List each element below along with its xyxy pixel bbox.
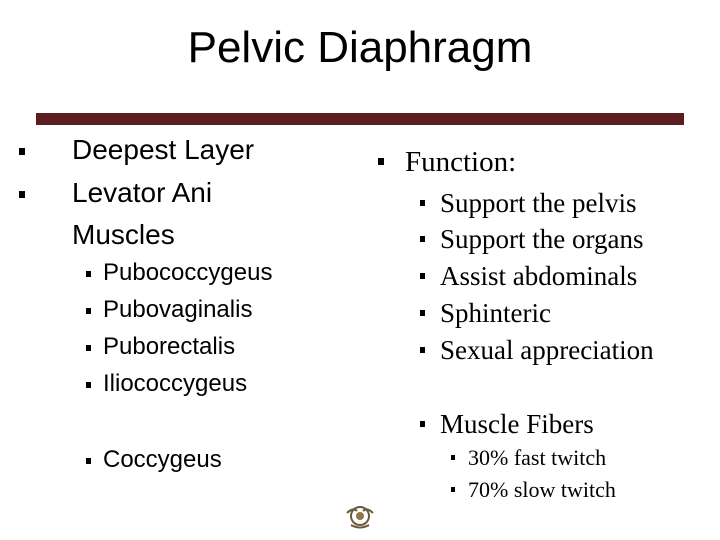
bullet-levator-ani-cont: Muscles [72,219,175,250]
square-bullet-icon [451,455,455,460]
square-bullet-icon [86,458,91,464]
square-bullet-icon [420,310,425,316]
sub-bullet-assist-abdominals: Assist abdominals [440,261,638,291]
square-bullet-icon [19,148,25,155]
bullet-deepest-layer: Deepest Layer [72,134,255,165]
square-bullet-icon [451,487,455,492]
sub-bullet-muscle-fibers: Muscle Fibers [440,409,594,439]
sub-bullet-sexual-appreciation: Sexual appreciation [440,335,654,365]
sub-bullet-coccygeus: Coccygeus [103,446,222,473]
sub-bullet-pubococcygeus: Pubococcygeus [103,259,273,286]
square-bullet-icon [86,271,91,277]
square-bullet-icon [420,273,425,279]
square-bullet-icon [420,200,425,206]
square-bullet-icon [86,382,91,388]
sub-sub-bullet-slow-twitch: 70% slow twitch [468,477,616,502]
emblem-logo-icon [345,503,375,529]
sub-bullet-support-pelvis: Support the pelvis [440,188,637,218]
square-bullet-icon [420,236,425,242]
square-bullet-icon [378,158,384,165]
sub-bullet-pubovaginalis: Pubovaginalis [103,296,253,323]
square-bullet-icon [420,347,425,353]
sub-bullet-support-organs: Support the organs [440,224,644,254]
sub-bullet-iliococcygeus: Iliococcygeus [103,370,248,397]
square-bullet-icon [19,191,25,198]
square-bullet-icon [86,345,91,351]
square-bullet-icon [86,308,91,314]
slide-title: Pelvic Diaphragm [187,23,533,72]
title-divider [36,113,684,125]
square-bullet-icon [420,421,425,427]
sub-sub-bullet-fast-twitch: 30% fast twitch [468,445,607,470]
sub-bullet-puborectalis: Puborectalis [103,333,236,360]
bullet-function: Function: [405,146,517,178]
bullet-levator-ani: Levator Ani [72,177,213,208]
sub-bullet-sphinteric: Sphinteric [440,298,551,328]
